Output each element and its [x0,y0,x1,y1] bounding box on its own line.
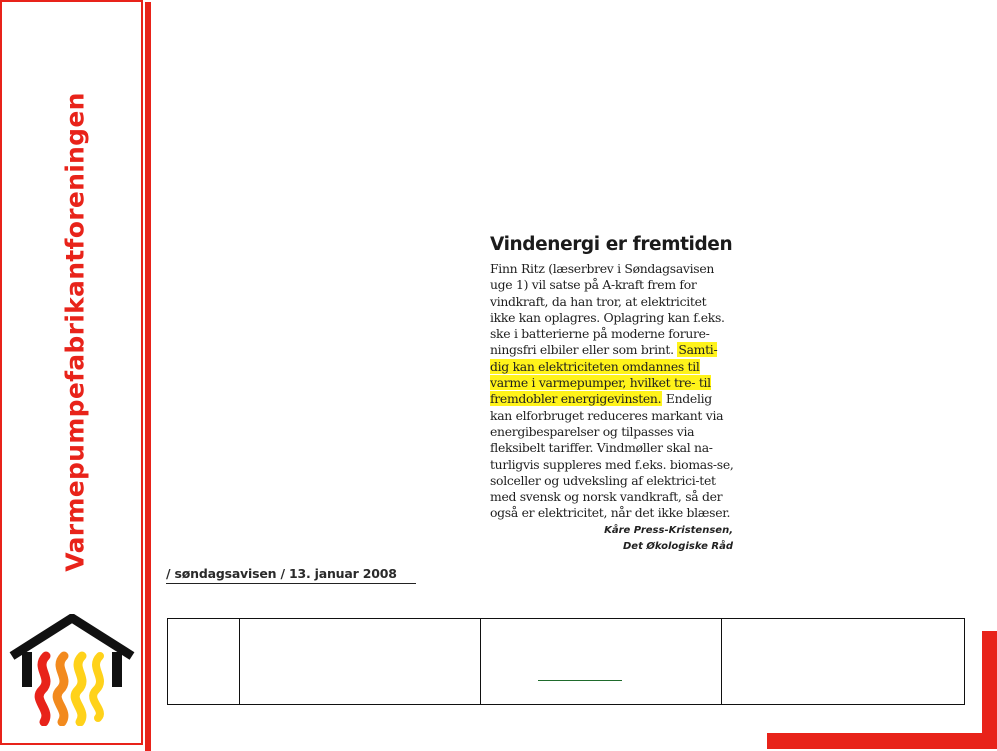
newspaper-clipping [490,232,740,555]
house-heat-waves-icon [8,614,136,726]
article-body-intro: Finn Ritz (læserbrev i Søndagsavisen uge 1) vil satse på A-kraft frem for vindkraft, da han tror, at elektricitet ikke kan oplagres. Oplagring kan f.eks. ske i batterierne på moderne forure-ningsfri elbiler eller som brint. [490,261,725,358]
table-cell [722,619,965,705]
newspaper-source-line: / søndagsavisen / 13. januar 2008 [166,566,416,584]
table-cell [240,619,481,705]
signature-organization: Det Økologiske Råd [622,540,733,552]
article-body [490,261,735,522]
link-underline[interactable] [538,680,622,681]
organization-title: Varmepumpefabrikantforeningen [60,92,90,572]
article-body-rest: Endelig kan elforbruget reduceres markant via energibesparelser og tilpasses via fleksibelt tariffer. Vindmøller skal na-turligvis suppleres med f.eks. biomas-se, solceller og udveksling af elektrici-tet med svensk og norsk vandkraft, så der også er elektricitet, når det ikke blæser. [490,391,734,521]
signature-name: Kåre Press-Kristensen, [604,524,733,536]
empty-table [167,618,965,705]
sidebar-panel [0,0,143,745]
table-cell [168,619,240,705]
corner-accent-vertical [982,631,997,749]
article-headline: Vindenergi er fremtiden [490,234,733,255]
sidebar-border-rule [145,2,151,751]
article-signature [490,523,733,555]
corner-accent-horizontal [767,733,997,749]
table-cell [481,619,722,705]
highlighted-passage: Samti-dig kan elektriciteten omdannes til varme i varmepumper, hvilket tre- til fremdobler energigevinsten. [490,342,718,407]
